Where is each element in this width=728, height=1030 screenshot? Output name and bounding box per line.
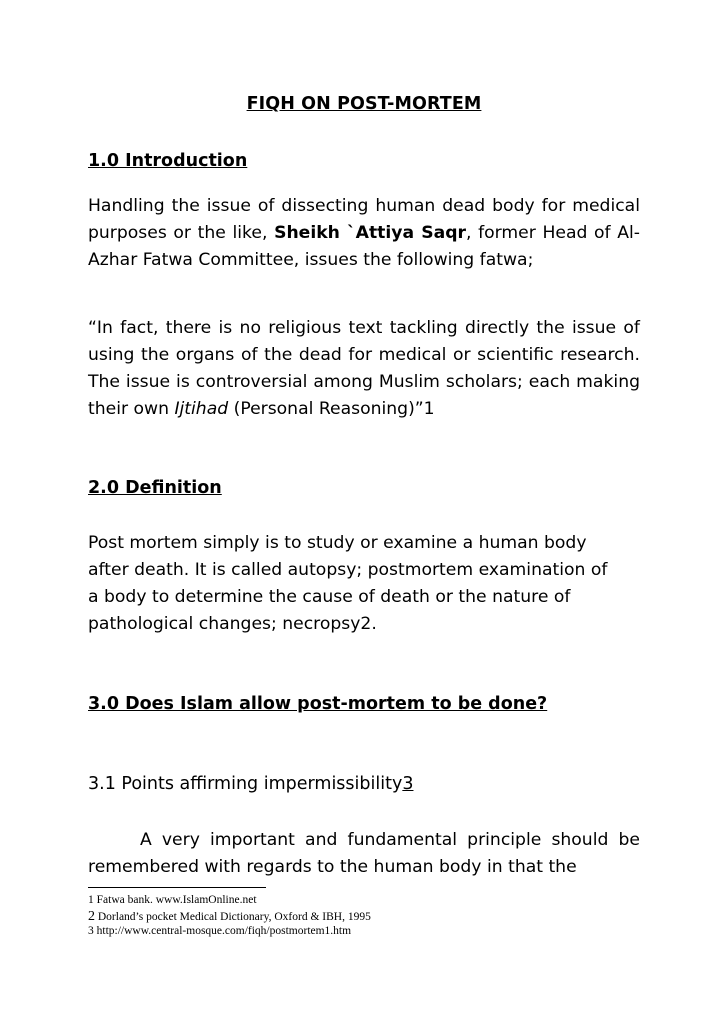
points-paragraph: A very important and fundamental principle should be remembered with regards to the human body in that the — [88, 830, 640, 877]
footnote-3-number: 3 — [88, 925, 94, 937]
definition-paragraph — [88, 530, 640, 638]
footnote-divider — [88, 887, 266, 888]
islam-heading: 3.0 Does Islam allow post-mortem to be done? — [88, 694, 548, 714]
intro-paragraph — [88, 193, 640, 274]
quote-text-start: “In fact, there is no religious text tackling directly the issue of using the organs of the dead for medical or scientific research. The issue is controversial among Muslim scholars; each making their own — [88, 318, 640, 419]
quote-paragraph — [88, 315, 640, 423]
quote-text-end: (Personal Reasoning)”1 — [228, 399, 435, 419]
page-title: FIQH ON POST-MORTEM — [246, 94, 482, 114]
intro-text-start: Handling the issue of dissecting human dead body for medical purposes or the like, — [88, 196, 640, 243]
definition-heading: 2.0 Definition — [88, 478, 222, 498]
intro-heading: 1.0 Introduction — [88, 151, 248, 171]
footnote-2 — [88, 909, 371, 925]
points-footnote-ref: 3 — [402, 774, 414, 794]
quote-ijtihad: Ijtihad — [174, 399, 229, 419]
definition-line-4: pathological changes; necropsy2. — [88, 614, 377, 634]
footnote-3-text: http://www.central-mosque.com/fiqh/postmortem1.htm — [93, 925, 352, 937]
points-heading-text: 3.1 Points affirming impermissibility — [88, 774, 403, 794]
footnote-3 — [88, 925, 351, 937]
footnote-1 — [88, 894, 257, 906]
footnote-2-number: 2 — [88, 909, 95, 924]
definition-line-3: a body to determine the cause of death or the nature of — [88, 587, 571, 607]
footnote-2-text: Dorland’s pocket Medical Dictionary, Oxford & IBH, 1995 — [95, 911, 371, 923]
footnote-1-text: Fatwa bank. www.IslamOnline.net — [93, 894, 257, 906]
definition-line-2: after death. It is called autopsy; postmortem examination of — [88, 560, 608, 580]
definition-line-1: Post mortem simply is to study or examine a human body — [88, 533, 587, 553]
intro-author-name: Sheikh `Attiya Saqr — [274, 223, 466, 243]
intro-text-end: , former Head of Al-Azhar Fatwa Committee, issues the following fatwa; — [88, 223, 640, 270]
points-heading — [88, 774, 413, 794]
footnote-1-number: 1 — [88, 894, 94, 906]
